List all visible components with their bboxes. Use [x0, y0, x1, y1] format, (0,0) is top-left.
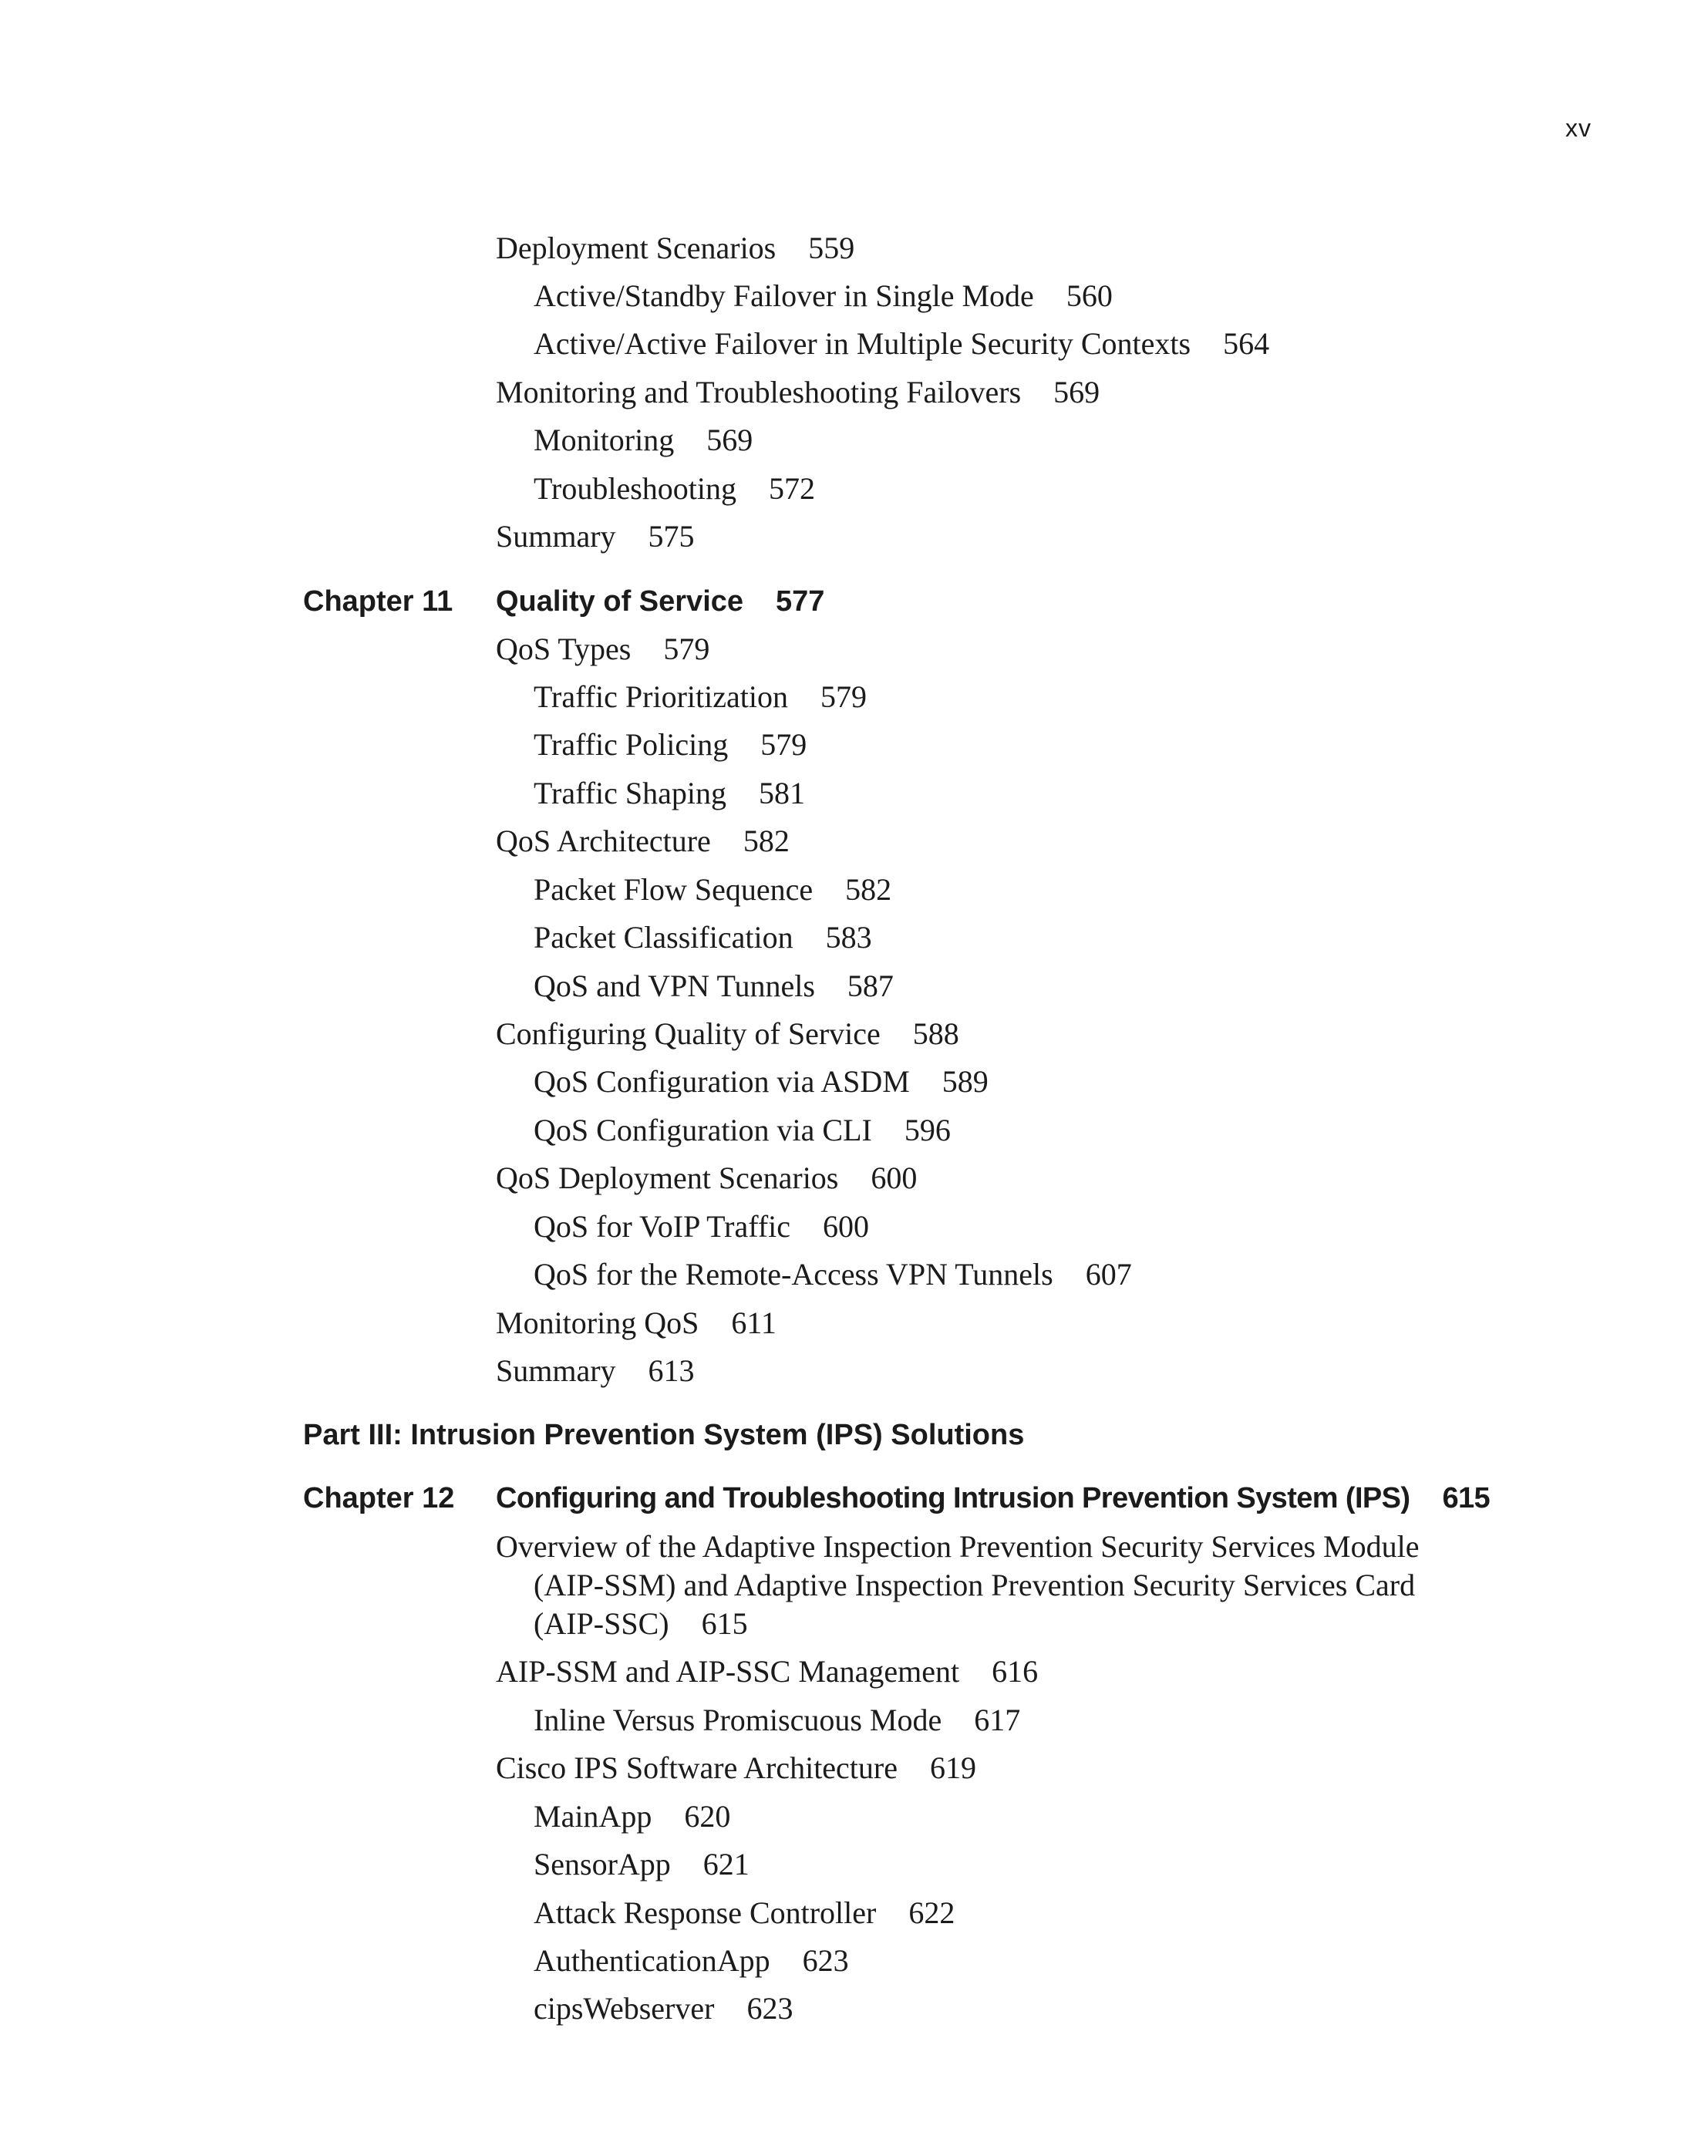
toc-entry	[534, 1993, 793, 2024]
toc-entry-title: AIP-SSM and AIP-SSC Management	[496, 1654, 960, 1689]
toc-entry-page: 581	[759, 776, 805, 810]
toc-entry	[534, 778, 805, 809]
toc-entry	[534, 425, 753, 456]
toc-entry-title: Traffic Prioritization	[534, 679, 788, 714]
toc-entry	[496, 1750, 976, 1785]
toc-entry-title: Traffic Policing	[534, 727, 729, 762]
toc-entry-title: QoS Configuration via ASDM	[534, 1064, 910, 1099]
toc-entry-page: 607	[1085, 1257, 1132, 1292]
toc-entry	[534, 1801, 730, 1832]
toc-entry-title: QoS Deployment Scenarios	[496, 1161, 839, 1195]
toc-entry-page: 569	[706, 423, 753, 457]
toc-entry-page: 596	[904, 1113, 951, 1147]
chapter-11-title	[496, 587, 824, 616]
toc-entry	[534, 473, 815, 504]
chapter-page: 577	[776, 585, 825, 618]
chapter-title: Configuring and Troubleshooting Intrusion Prevention System (IPS)	[496, 1482, 1410, 1514]
toc-entry-title: Configuring Quality of Service	[496, 1016, 881, 1051]
toc-entry-title: (AIP-SSC)	[534, 1606, 669, 1641]
toc-entry-page: 564	[1223, 326, 1270, 361]
toc-entry-overview-line2: (AIP-SSM) and Adaptive Inspection Prevention Security Services Card	[534, 1568, 1416, 1602]
toc-entry-page: 587	[847, 969, 894, 1003]
toc-entry	[496, 1163, 917, 1194]
toc-entry-title: Troubleshooting	[534, 471, 737, 506]
toc-entry-page: 579	[663, 632, 710, 666]
toc-entry-title: Inline Versus Promiscuous Mode	[534, 1703, 942, 1737]
toc-entry-overview-line3	[534, 1606, 748, 1641]
toc-entry-title: MainApp	[534, 1799, 652, 1834]
toc-entry	[534, 679, 867, 714]
chapter-11-label: Chapter 11	[303, 585, 453, 618]
toc-entry-page: 611	[731, 1305, 777, 1340]
toc-entry-title: QoS for the Remote-Access VPN Tunnels	[534, 1257, 1053, 1292]
toc-entry-title: Active/Standby Failover in Single Mode	[534, 278, 1034, 313]
toc-entry-page: 617	[974, 1703, 1021, 1737]
toc-entry-page: 620	[684, 1799, 731, 1834]
toc-entry-page: 623	[802, 1943, 849, 1978]
toc-entry-title: Monitoring QoS	[496, 1305, 699, 1340]
toc-entry	[534, 1945, 849, 1976]
chapter-page: 615	[1442, 1482, 1491, 1514]
toc-entry-title: Cisco IPS Software Architecture	[496, 1750, 898, 1785]
toc-entry	[534, 1705, 1020, 1736]
toc-entry-title: Deployment Scenarios	[496, 231, 777, 265]
toc-entry-title: Traffic Shaping	[534, 776, 726, 810]
chapter-12-title	[496, 1484, 1490, 1513]
toc-entry-title: QoS for VoIP Traffic	[534, 1209, 791, 1244]
toc-entry-title: Summary	[496, 1353, 616, 1388]
toc-entry	[534, 922, 872, 953]
toc-entry-page: 575	[648, 519, 695, 554]
toc-entry-title: AuthenticationApp	[534, 1943, 770, 1978]
toc-entry-title: Packet Classification	[534, 920, 793, 955]
toc-entry-page: 582	[845, 872, 892, 907]
toc-entry-page: 572	[769, 471, 816, 506]
toc-entry-title: Packet Flow Sequence	[534, 872, 814, 907]
toc-entry-title: QoS Types	[496, 632, 632, 666]
toc-entry	[534, 278, 1113, 313]
toc-entry-page: 559	[808, 231, 855, 265]
toc-entry	[534, 1066, 989, 1097]
toc-entry-page: 622	[908, 1895, 955, 1930]
toc-entry-page: 613	[648, 1353, 695, 1388]
toc-entry-title: cipsWebserver	[534, 1991, 715, 2026]
toc-entry-title: Active/Active Failover in Multiple Security Contexts	[534, 326, 1191, 361]
part-heading: Part III: Intrusion Prevention System (IPS) Solutions	[303, 1419, 1025, 1451]
toc-entry	[534, 328, 1269, 359]
toc-entry-page: 560	[1066, 278, 1113, 313]
toc-entry-page: 600	[871, 1161, 918, 1195]
toc-entry-page: 583	[825, 920, 872, 955]
toc-entry	[534, 729, 807, 760]
toc-entry	[496, 521, 695, 552]
toc-entry	[496, 634, 709, 665]
toc-entry-title: Attack Response Controller	[534, 1895, 877, 1930]
toc-entry	[534, 1115, 951, 1146]
toc-entry-page: 579	[760, 727, 807, 762]
toc-entry-title: Monitoring	[534, 423, 675, 457]
toc-entry-title: Summary	[496, 519, 616, 554]
toc-entry	[496, 233, 854, 264]
toc-entry-page: 582	[743, 824, 790, 858]
toc-entry	[534, 1211, 869, 1242]
toc-entry	[534, 1259, 1132, 1290]
toc-entry	[496, 1353, 695, 1388]
toc-entry-page: 615	[701, 1606, 748, 1641]
toc-entry-overview-line1: Overview of the Adaptive Inspection Prevention Security Services Module	[496, 1529, 1420, 1564]
toc-entry	[496, 826, 790, 857]
toc-entry	[534, 971, 894, 1002]
page-number: xv	[1565, 114, 1592, 142]
toc-entry-page: 579	[820, 679, 867, 714]
toc-entry-title: Monitoring and Troubleshooting Failovers	[496, 375, 1022, 409]
toc-entry	[534, 1849, 750, 1880]
toc-entry-page: 589	[942, 1064, 989, 1099]
toc-entry-page: 600	[823, 1209, 870, 1244]
toc-entry	[534, 1895, 955, 1930]
toc-entry-title: QoS Architecture	[496, 824, 711, 858]
toc-entry-title: QoS Configuration via CLI	[534, 1113, 872, 1147]
toc-entry	[496, 1656, 1038, 1687]
toc-entry-page: 588	[912, 1016, 959, 1051]
toc-entry-page: 621	[702, 1847, 750, 1881]
toc-entry-page: 569	[1053, 375, 1100, 409]
chapter-title: Quality of Service	[496, 585, 744, 618]
toc-entry	[496, 1016, 959, 1051]
toc-entry	[496, 377, 1100, 408]
toc-entry-title: SensorApp	[534, 1847, 671, 1881]
toc-entry-page: 616	[992, 1654, 1039, 1689]
chapter-12-label: Chapter 12	[303, 1482, 455, 1514]
toc-entry-title: QoS and VPN Tunnels	[534, 969, 815, 1003]
toc-entry	[496, 1305, 777, 1340]
toc-entry-page: 619	[930, 1750, 976, 1785]
toc-entry-page: 623	[746, 1991, 793, 2026]
toc-entry	[534, 874, 891, 905]
